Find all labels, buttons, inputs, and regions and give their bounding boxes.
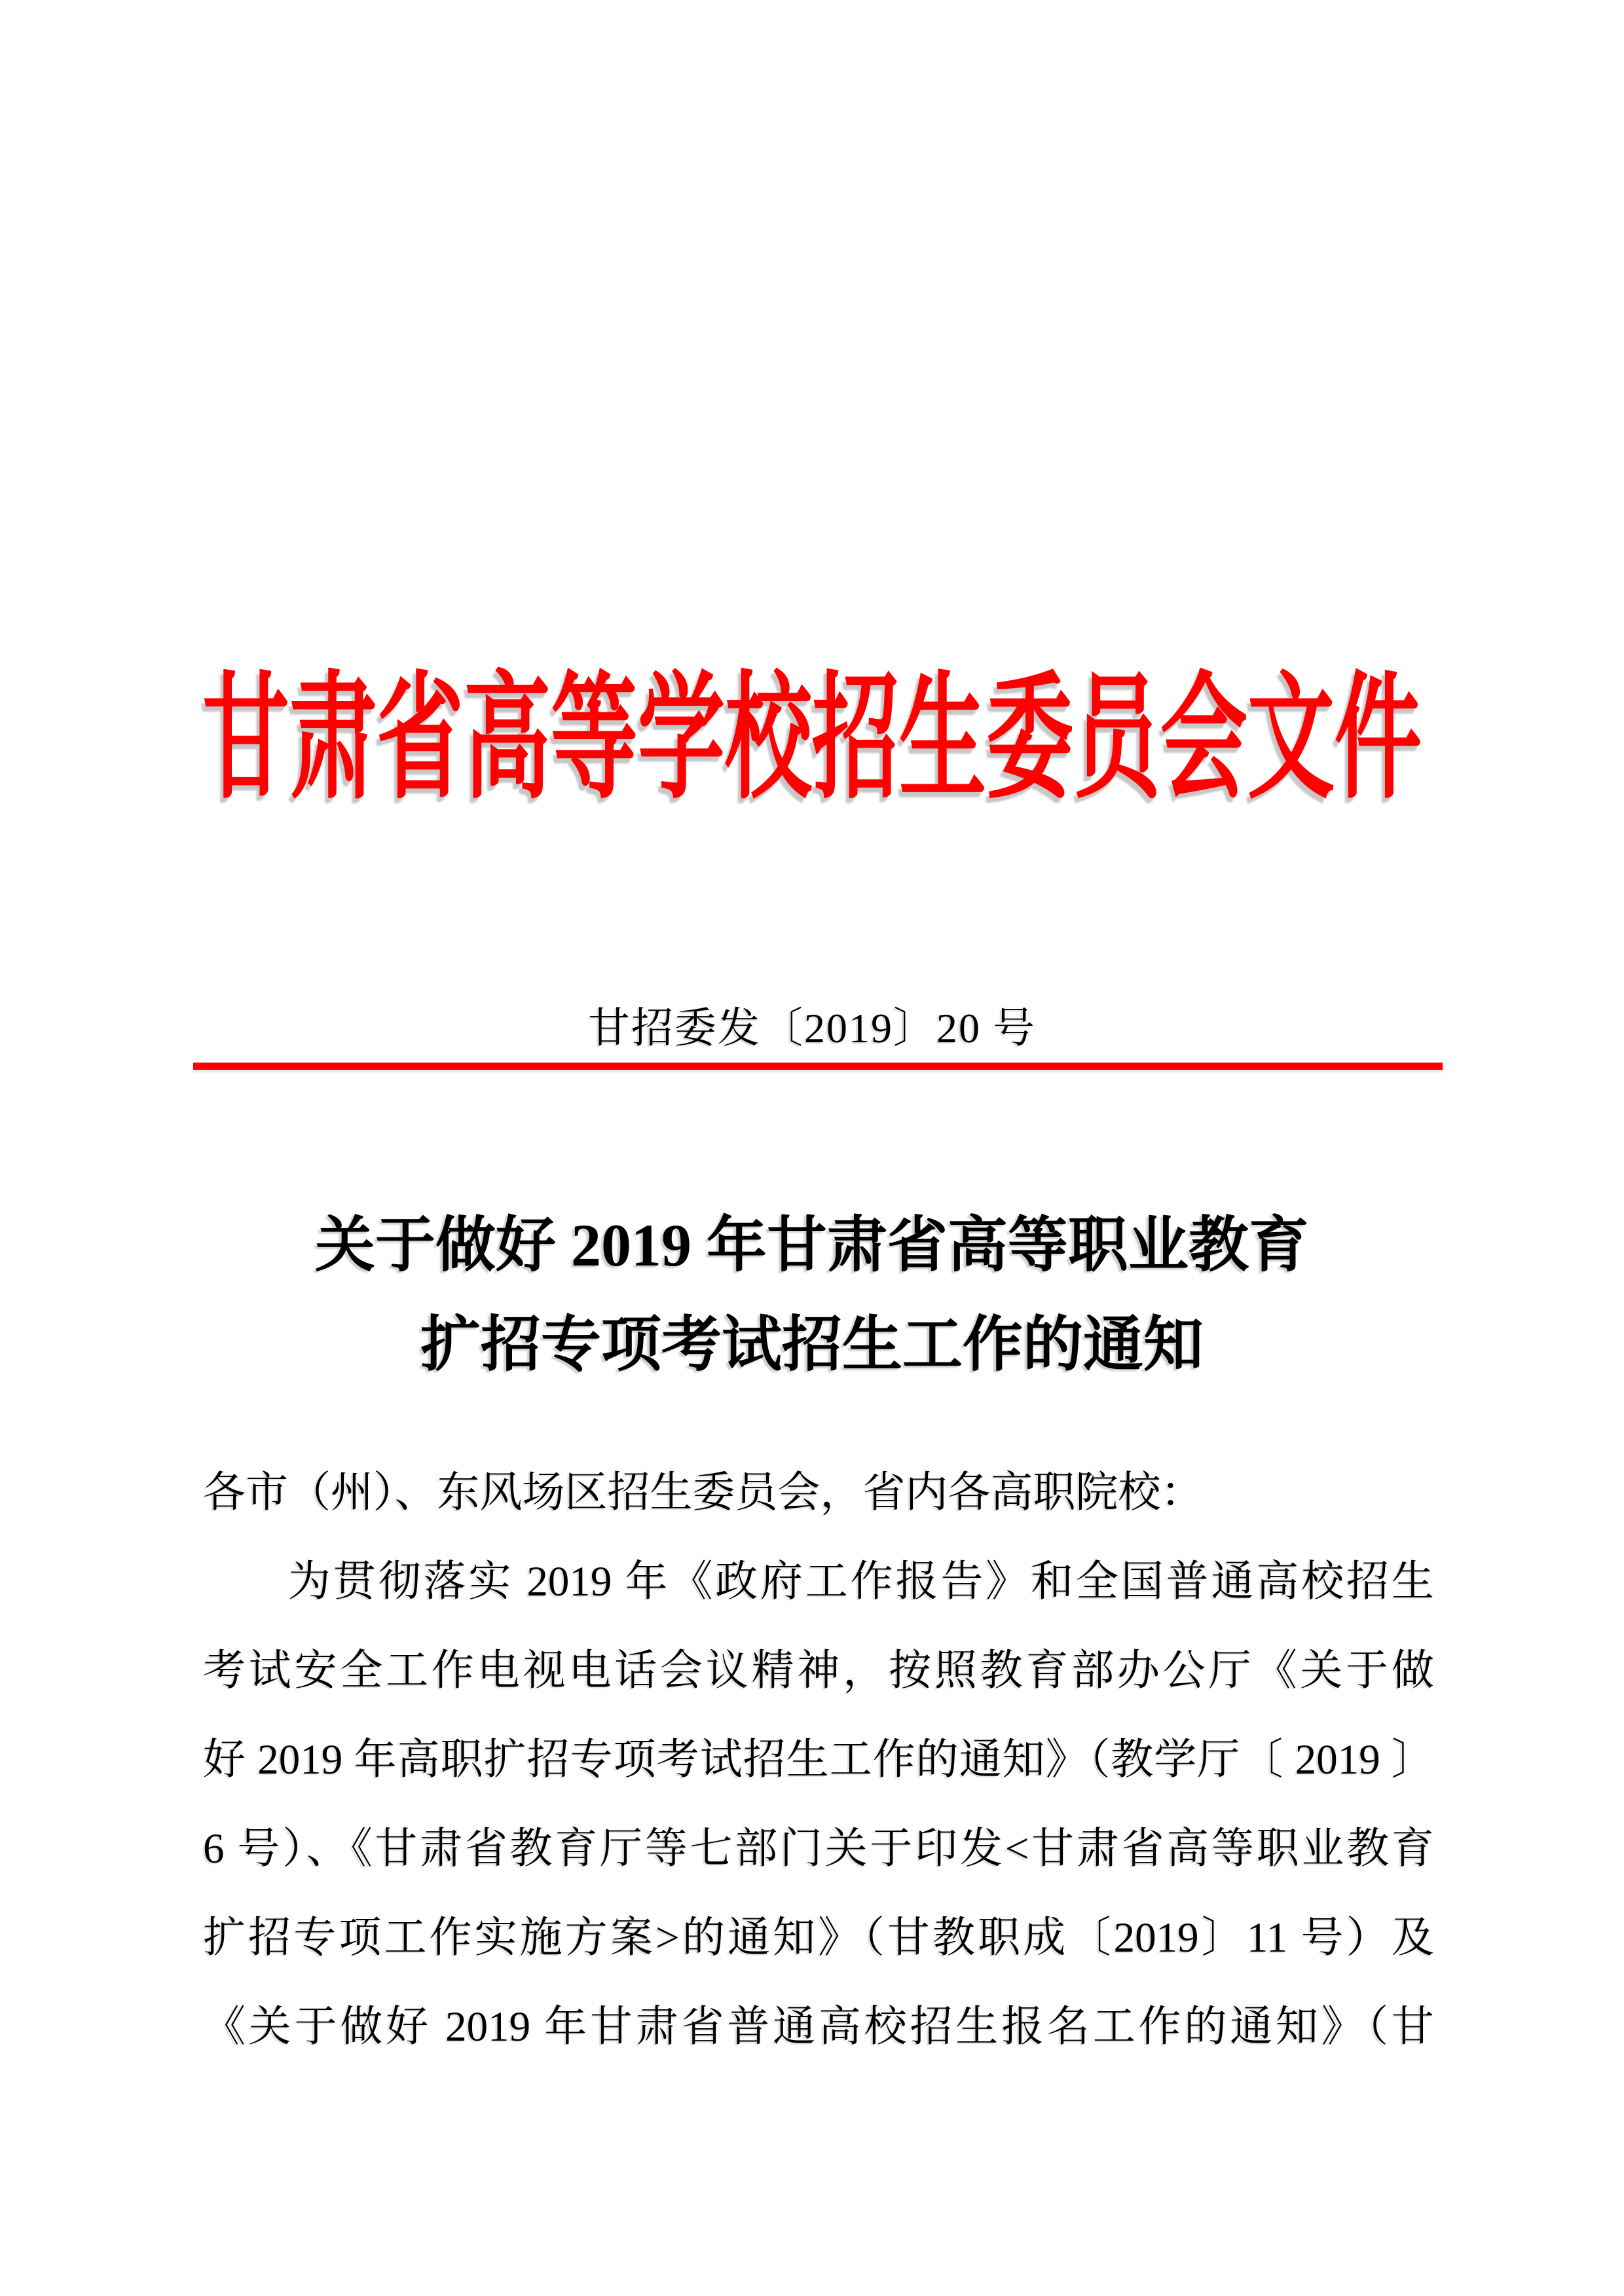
paragraph-line-6: 《关于做好 2019 年甘肃省普通高校招生报名工作的通知》（甘 [203,2003,1434,2050]
document-title-line-1: 关于做好 2019 年甘肃省高等职业教育 [314,1212,1309,1279]
paragraph-line-5: 扩招专项工作实施方案>的通知》（甘教职成〔2019〕11 号）及 [203,1914,1434,1961]
document-title-line-2: 扩招专项考试招生工作的通知 [420,1311,1204,1378]
document-body [203,1448,1434,2071]
red-header [0,663,1624,815]
document-number: 甘招委发〔2019〕20 号 [588,1005,1036,1051]
document-title [0,1195,1624,1394]
paragraph-line-3: 好 2019 年高职扩招专项考试招生工作的通知》（教学厅〔 2019 〕 [203,1736,1434,1783]
red-divider-line [193,1063,1443,1070]
salutation-line: 各市（州）、东风场区招生委员会，省内各高职院校： [203,1469,1204,1516]
paragraph-line-1: 为贯彻落实 2019 年《政府工作报告》和全国普通高校招生 [288,1558,1434,1605]
paragraph-line-4: 6 号）、《甘肃省教育厅等七部门关于印发<甘肃省高等职业教育 [203,1825,1434,1872]
paragraph-line-2: 考试安全工作电视电话会议精神，按照教育部办公厅《关于做 [203,1647,1434,1694]
red-header-org-title: 甘肃省高等学校招生委员会文件 [202,663,1422,815]
